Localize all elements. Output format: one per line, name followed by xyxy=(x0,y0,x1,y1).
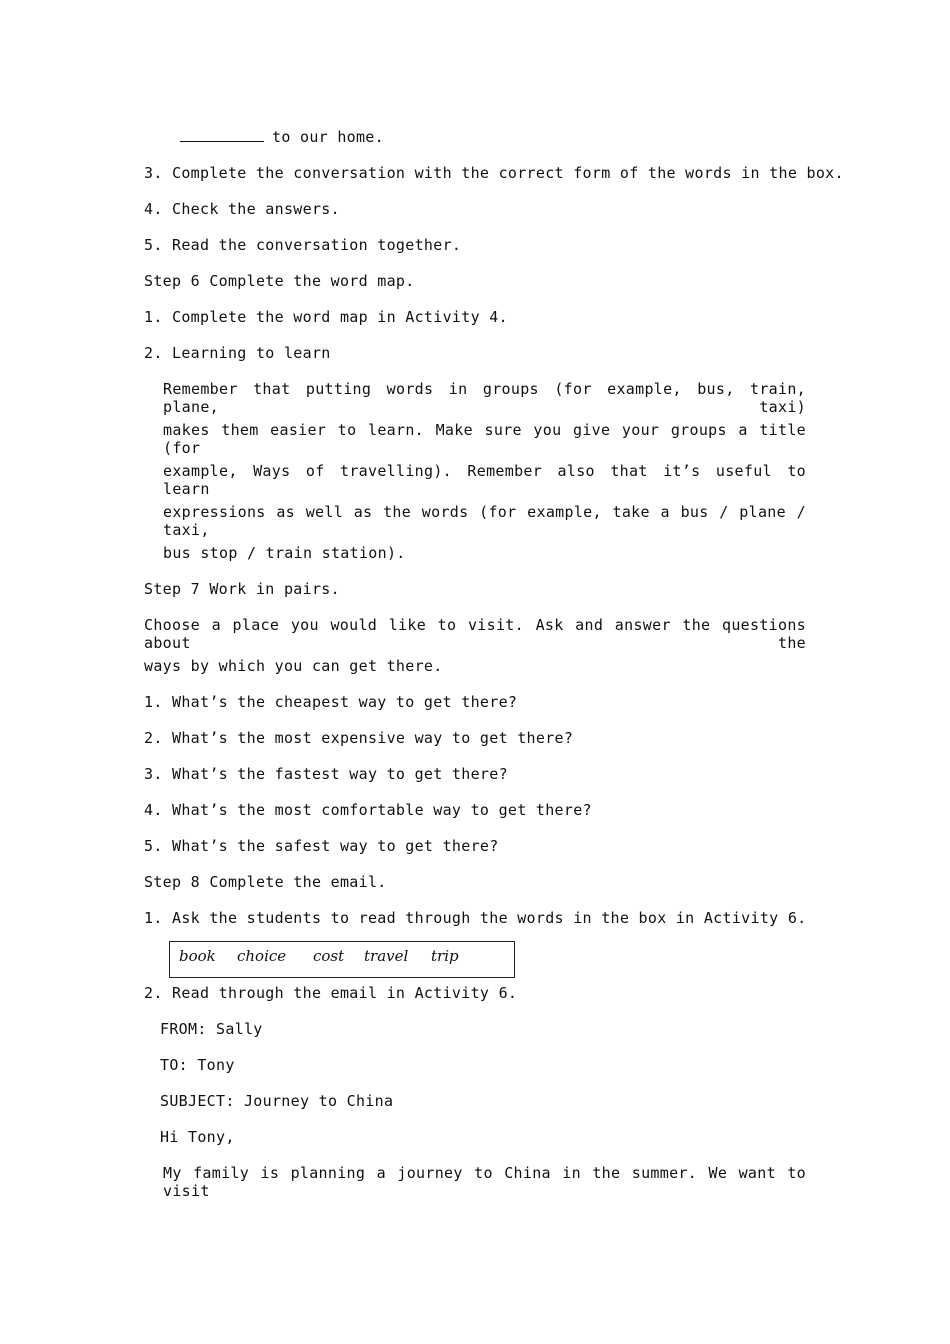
question-line: 5. What’s the safest way to get there? xyxy=(144,837,499,855)
paragraph-line: makes them easier to learn. Make sure you give your groups a title (for xyxy=(163,421,806,457)
email-to: TO: Tony xyxy=(160,1056,235,1074)
question-line: 2. What’s the most expensive way to get there? xyxy=(144,729,574,747)
word-box-item: book xyxy=(179,947,216,965)
text-line: 2. Learning to learn xyxy=(144,344,331,362)
paragraph-line: Choose a place you would like to visit. Ask and answer the questions about the xyxy=(144,616,806,652)
paragraph-line: example, Ways of travelling). Remember also that it’s useful to learn xyxy=(163,462,806,498)
text-line: 4. Check the answers. xyxy=(144,200,340,218)
step-heading: Step 7 Work in pairs. xyxy=(144,580,340,598)
paragraph-line: ways by which you can get there. xyxy=(144,657,443,675)
fill-in-line xyxy=(180,128,384,146)
paragraph-line: Remember that putting words in groups (for example, bus, train, plane, taxi) xyxy=(163,380,806,416)
word-box-item: trip xyxy=(431,947,459,965)
paragraph-line: bus stop / train station). xyxy=(163,544,406,562)
word-box-item: cost xyxy=(313,947,345,965)
question-line: 4. What’s the most comfortable way to get there? xyxy=(144,801,592,819)
text-line: to our home. xyxy=(272,128,384,146)
step-heading: Step 6 Complete the word map. xyxy=(144,272,415,290)
answer-blank xyxy=(180,129,264,142)
text-line: 5. Read the conversation together. xyxy=(144,236,462,254)
email-greeting: Hi Tony, xyxy=(160,1128,235,1146)
email-subject: SUBJECT: Journey to China xyxy=(160,1092,394,1110)
question-line: 1. What’s the cheapest way to get there? xyxy=(144,693,518,711)
email-body-line: My family is planning a journey to China in the summer. We want to visit xyxy=(163,1164,806,1200)
word-box-item: travel xyxy=(364,947,409,965)
text-line: 3. Complete the conversation with the correct form of the words in the box. xyxy=(144,164,844,182)
question-line: 3. What’s the fastest way to get there? xyxy=(144,765,508,783)
email-from: FROM: Sally xyxy=(160,1020,263,1038)
text-line: 1. Ask the students to read through the words in the box in Activity 6. xyxy=(144,909,807,927)
word-box-item: choice xyxy=(237,947,287,965)
text-line: 1. Complete the word map in Activity 4. xyxy=(144,308,508,326)
text-line: 2. Read through the email in Activity 6. xyxy=(144,984,518,1002)
word-box xyxy=(169,941,515,978)
paragraph-line: expressions as well as the words (for example, take a bus / plane / taxi, xyxy=(163,503,806,539)
step-heading: Step 8 Complete the email. xyxy=(144,873,387,891)
